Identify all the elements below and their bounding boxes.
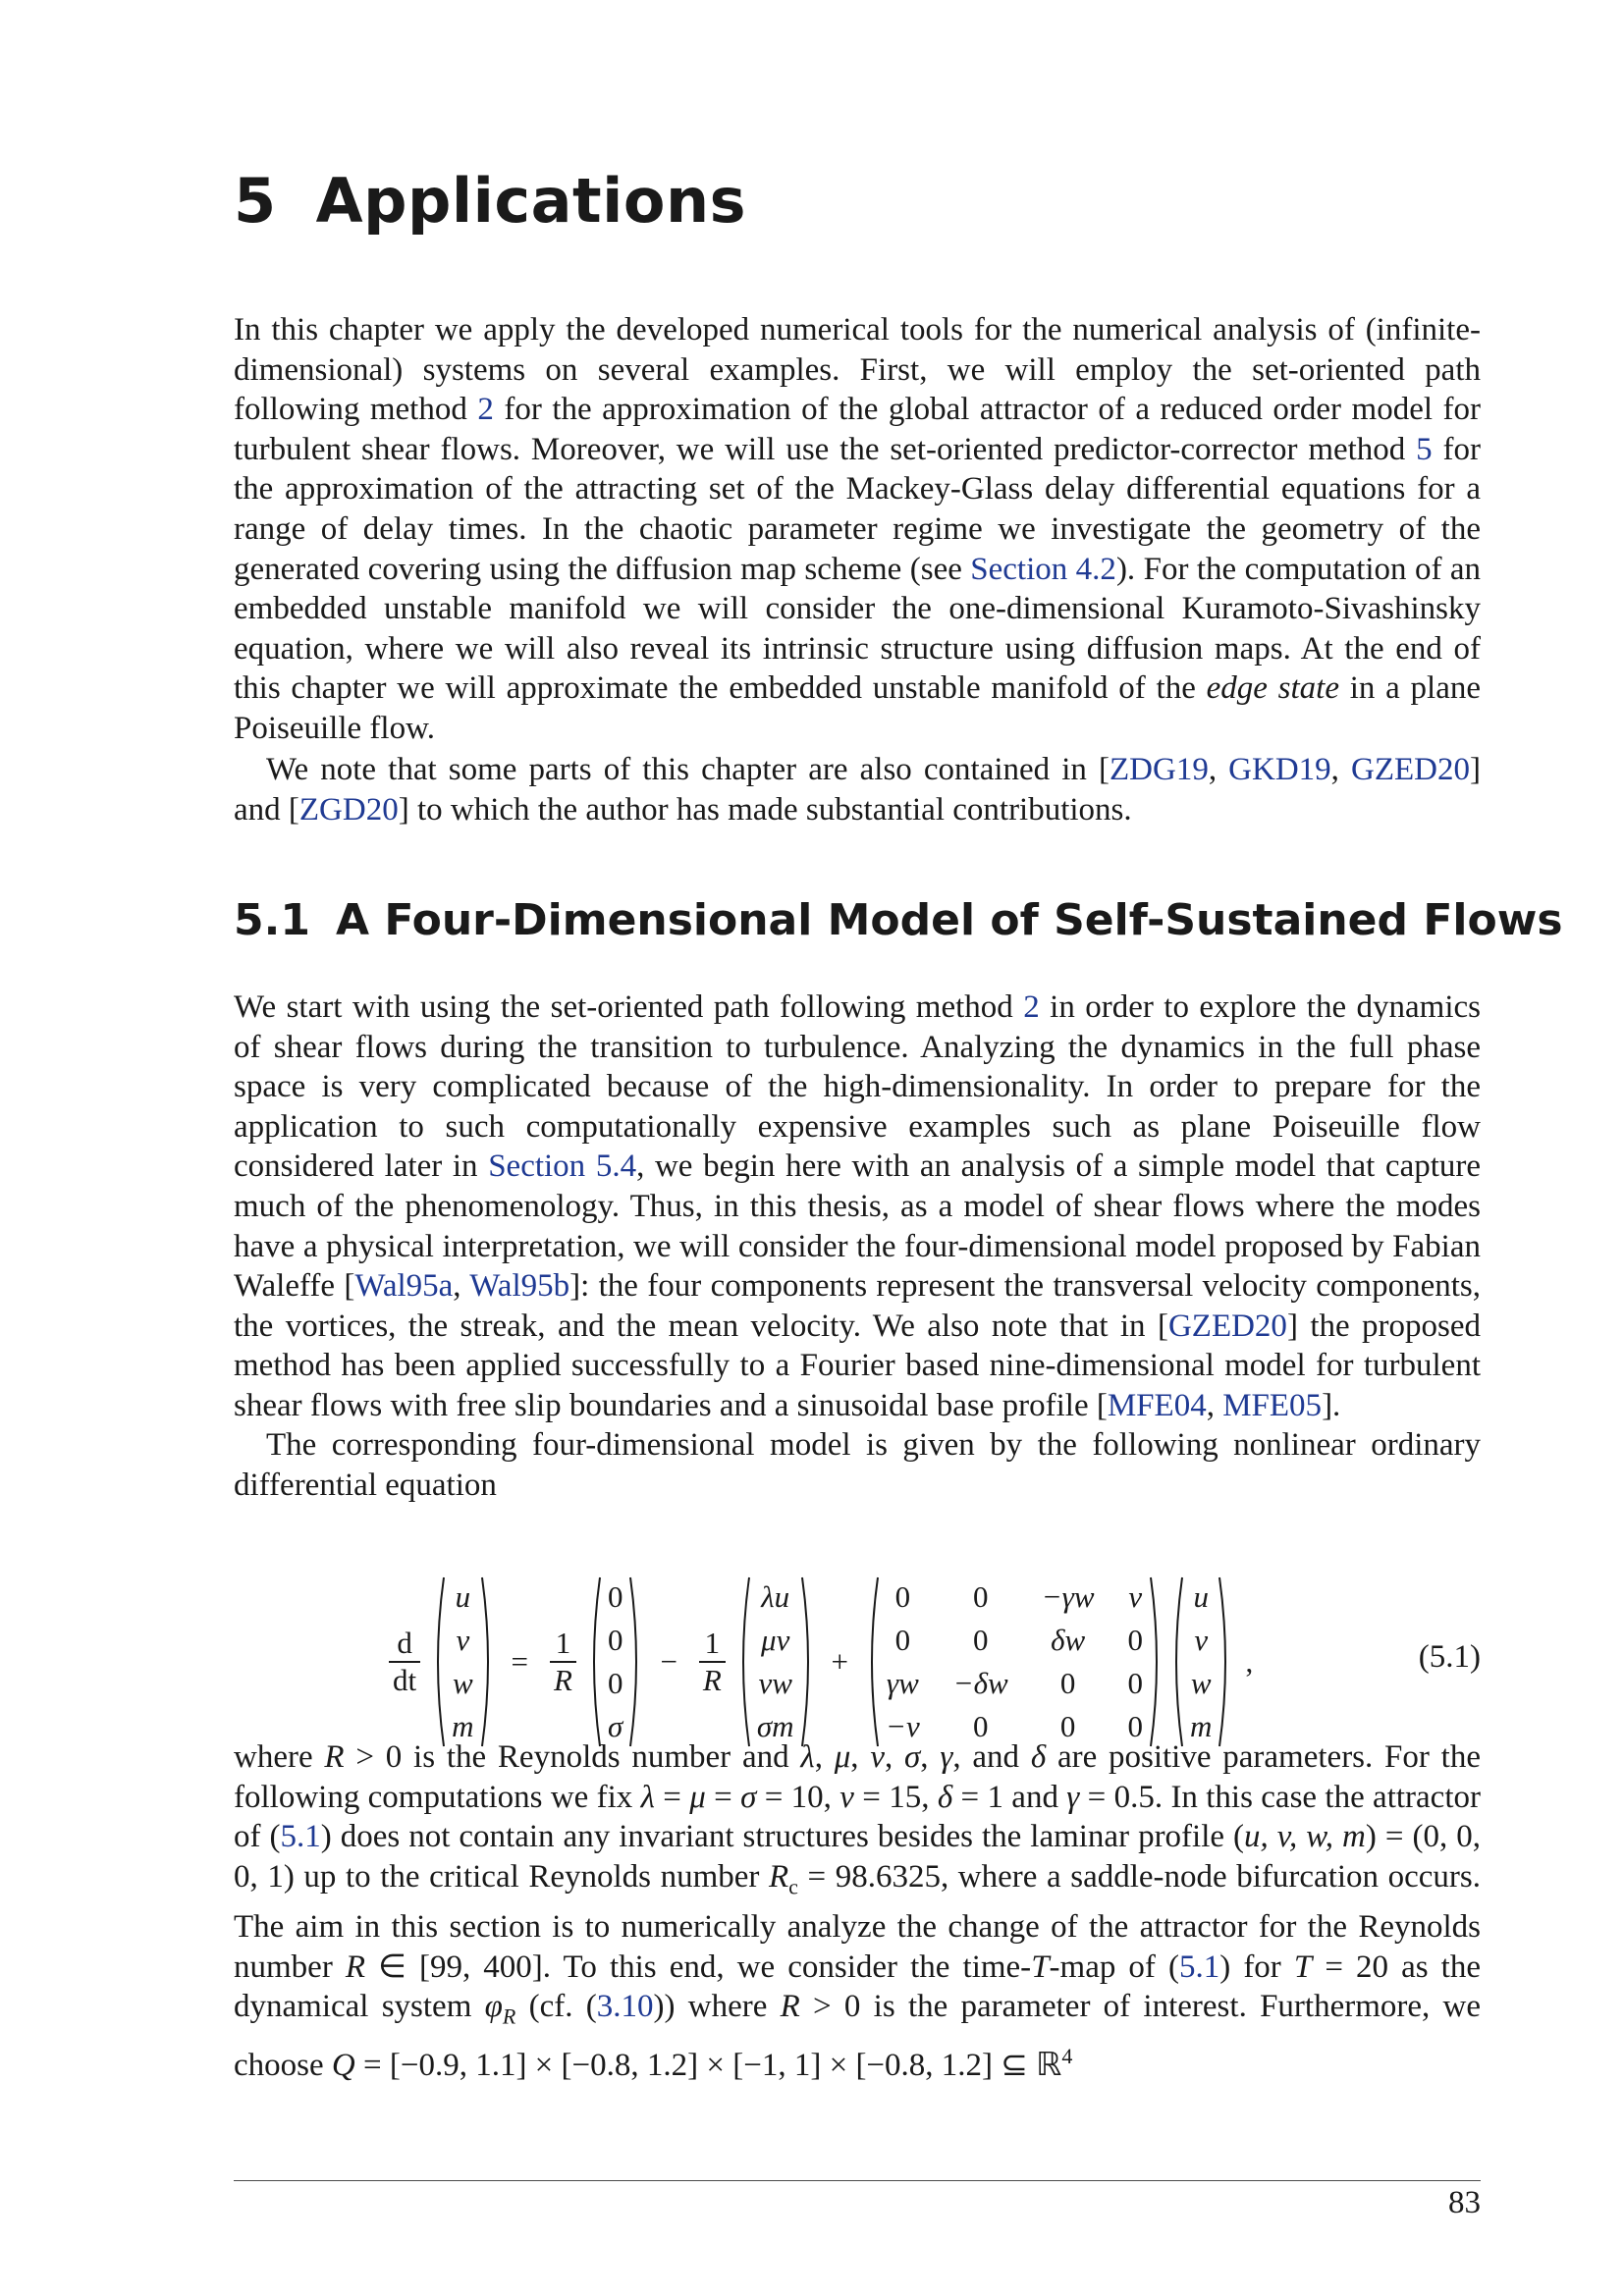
matrix-entry: m	[1190, 1708, 1213, 1743]
math-symbol: Q	[331, 2048, 355, 2084]
math-symbol: φ	[484, 1989, 503, 2025]
text-run: We note that some parts of this chapter are also contained in [	[266, 752, 1110, 787]
frac-numerator: 1	[555, 1625, 571, 1660]
chapter-title-text: Applications	[315, 165, 747, 237]
cross-reference-link[interactable]: ZGD20	[298, 791, 399, 828]
matrix-entry: μv	[761, 1622, 790, 1657]
text-run: -map of (	[1049, 1949, 1179, 1985]
text-run: ].	[1322, 1387, 1341, 1423]
matrix-entry: 0	[972, 1578, 989, 1614]
matrix-entry: 0	[972, 1708, 989, 1743]
section-title	[234, 895, 1563, 945]
text-run: = 10,	[756, 1779, 840, 1815]
forcing-vector	[588, 1575, 643, 1748]
matrix-entry: w	[452, 1665, 473, 1700]
damping-vector	[737, 1575, 814, 1748]
matrix-entry: σm	[756, 1708, 794, 1743]
matrix-entry: γw	[886, 1665, 919, 1700]
plus-sign: +	[831, 1643, 849, 1679]
text-run: =	[654, 1779, 690, 1815]
cross-reference-link[interactable]: GZED20	[1351, 752, 1470, 787]
text-run: for the approximation of the global attractor of a reduced order model for turbulent shear flows. Moreover, we will use the set-oriented predictor-corrector method	[234, 392, 1482, 467]
math-symbol: T	[1293, 1949, 1313, 1985]
matrix-entry: 0	[894, 1578, 911, 1614]
text-run: ,	[1330, 752, 1352, 787]
matrix-entries	[446, 1575, 479, 1748]
equation-comma: ,	[1245, 1643, 1254, 1679]
math-symbol: λ	[800, 1739, 815, 1775]
derivative-operator	[389, 1626, 420, 1698]
matrix-entry: w	[1190, 1665, 1212, 1700]
equals-sign: =	[511, 1643, 528, 1679]
frac-denominator: R	[554, 1662, 572, 1697]
matrix-entry: −v	[886, 1708, 920, 1743]
text-run: ,	[850, 1739, 871, 1775]
math-symbol: δ	[1030, 1739, 1047, 1775]
derivative-numerator: d	[397, 1625, 412, 1660]
matrix-entries	[602, 1575, 629, 1748]
cross-reference-link[interactable]: ZDG19	[1110, 752, 1209, 787]
matrix-entry: σ	[608, 1708, 623, 1743]
matrix-entry: 0	[1127, 1708, 1144, 1743]
cross-reference-link[interactable]: GKD19	[1228, 752, 1331, 787]
derivative-denominator: dt	[393, 1662, 417, 1697]
matrix-entry: 0	[607, 1665, 623, 1700]
matrix-entry: 0	[1059, 1708, 1076, 1743]
right-parenthesis	[800, 1575, 814, 1748]
math-symbol: μ	[834, 1739, 851, 1775]
matrix-entry: u	[455, 1578, 471, 1614]
matrix-entry: v	[1194, 1622, 1209, 1657]
matrix-entries	[751, 1575, 800, 1748]
text-run: in order to explore the dynamics of shear flows during the transition to turbulence. Analyzing the dynamics in the full phase space is very complicated because of the high-dimensionality. In order to prepare for the application to such computationally expensive examples such as plane Poiseuille flow considered later in	[234, 989, 1481, 1185]
text-run: where	[234, 1739, 325, 1775]
matrix-entry: 0	[1127, 1622, 1144, 1657]
left-parenthesis	[737, 1575, 751, 1748]
left-parenthesis	[1170, 1575, 1184, 1748]
equation-row	[381, 1571, 1253, 1752]
math-symbol: μ	[689, 1779, 706, 1815]
text-run: , we begin here with an analysis of a simple model that capture much of the phenomenology. Thus, in this thesis, as a model of shear flows where the modes have a physical interpretation, we will consider the four-dimensional model proposed by Fabian Waleffe [	[234, 1148, 1482, 1305]
body-paragraph-3	[234, 1737, 1481, 2086]
text-run: = 0.5. In this case the attractor of (	[234, 1779, 1481, 1855]
text-run: ∈ [99, 400]. To this end, we consider the time-	[365, 1949, 1032, 1985]
left-parenthesis	[588, 1575, 602, 1748]
text-run: ] the proposed method has been applied successfully to a Fourier based nine-dimensional model for turbulent shear flows with free slip boundaries and a sinusoidal base profile [	[234, 1308, 1481, 1423]
cross-reference-link[interactable]: 2	[477, 392, 494, 428]
chapter-title	[234, 165, 746, 237]
text-run: in a plane Poiseuille flow.	[234, 670, 1482, 746]
matrix-entry: 0	[894, 1622, 911, 1657]
section-title-text: A Four-Dimensional Model of Self-Sustained Flows	[335, 895, 1563, 945]
math-symbol: R	[345, 1949, 366, 1985]
cross-reference-link[interactable]: MFE04	[1107, 1387, 1207, 1423]
right-parenthesis	[480, 1575, 494, 1748]
intro-paragraph-2	[234, 750, 1481, 829]
matrix-entry: νw	[758, 1665, 792, 1700]
matrix-entry: 0	[972, 1622, 989, 1657]
matrix-entry: 0	[607, 1622, 623, 1657]
matrix-entry: −δw	[952, 1665, 1008, 1700]
left-parenthesis	[432, 1575, 446, 1748]
equation-5-1	[234, 1571, 1481, 1752]
chapter-number: 5	[234, 165, 277, 237]
state-vector-rhs	[1170, 1575, 1231, 1748]
cross-reference-link[interactable]: 5.1	[1179, 1949, 1220, 1985]
cross-reference-link[interactable]: 5.1	[280, 1819, 321, 1855]
text-run: are positive parameters. For the following computations we fix	[234, 1739, 1481, 1815]
right-parenthesis	[1218, 1575, 1231, 1748]
matrix-entry: 0	[1059, 1665, 1076, 1700]
text-run: ] and [	[234, 752, 1481, 828]
text-run: > 0 is the Reynolds number and	[344, 1739, 801, 1775]
math-symbol: σ	[904, 1739, 921, 1775]
matrix-entry: 0	[607, 1578, 623, 1614]
text-run: ] to which the author has made substantial contributions.	[398, 791, 1132, 828]
text-run: ,	[884, 1739, 905, 1775]
footer-rule	[234, 2180, 1481, 2181]
text-run: In this chapter we apply the developed numerical tools for the numerical analysis of (infinite-dimensional) systems on several examples. First, we will employ the set-oriented path following method	[234, 312, 1481, 428]
math-symbol: δ	[937, 1779, 953, 1815]
inverse-reynolds-2	[699, 1626, 726, 1698]
math-symbol: R	[324, 1739, 345, 1775]
matrix-entries	[1184, 1575, 1218, 1748]
text-run: edge state	[1206, 670, 1339, 707]
intro-paragraph-1	[234, 310, 1481, 749]
matrix-entry: −γw	[1041, 1578, 1095, 1614]
math-symbol: γ	[1066, 1779, 1080, 1815]
cross-reference-link[interactable]: Wal95a	[354, 1268, 454, 1305]
matrix-entry: m	[452, 1708, 474, 1743]
matrix-entry: u	[1193, 1578, 1209, 1614]
body-paragraph-2	[234, 1425, 1481, 1505]
math-symbol: R	[502, 2003, 516, 2029]
math-symbol: T	[1031, 1949, 1050, 1985]
matrix-entry: δw	[1051, 1622, 1086, 1657]
body-paragraph-1	[234, 988, 1481, 1426]
left-parenthesis	[866, 1575, 880, 1748]
coupling-matrix	[866, 1575, 1163, 1748]
text-run: = 15,	[853, 1779, 938, 1815]
text-run: for the approximation of the attracting set of the Mackey-Glass delay differential equations for a range of delay times. In the chaotic parameter regime we investigate the geometry of the generated covering using the diffusion map scheme (see	[234, 431, 1482, 587]
math-symbol: R	[780, 1989, 800, 2025]
matrix-entry: λu	[761, 1578, 790, 1614]
text-run: =	[705, 1779, 741, 1815]
matrix-entry: v	[1128, 1578, 1143, 1614]
text-run: c	[788, 1874, 798, 1899]
text-run: The corresponding four-dimensional model is given by the following nonlinear ordinary differential equation	[234, 1427, 1481, 1503]
cross-reference-link[interactable]: 5	[1416, 431, 1433, 467]
state-vector-lhs	[432, 1575, 493, 1748]
cross-reference-link[interactable]: Section 5.4	[488, 1148, 637, 1185]
cross-reference-link[interactable]: GZED20	[1167, 1308, 1287, 1344]
text-run: (cf. (	[515, 1989, 597, 2025]
text-run: ]: the four components represent the transversal velocity components, the vortices, the streak, and the mean velocity. We also note that in [	[234, 1268, 1481, 1344]
cross-reference-link[interactable]: 2	[1023, 989, 1040, 1025]
text-run: We start with using the set-oriented path following method	[234, 989, 1024, 1025]
math-symbol: γ	[940, 1739, 953, 1775]
math-symbol: R	[768, 1858, 789, 1895]
frac-numerator: 1	[704, 1625, 721, 1660]
text-run: ,	[1206, 1387, 1223, 1423]
text-run: 4	[1061, 2044, 1073, 2069]
text-run: ) = (0, 0, 0, 1) up to the critical Reynolds number	[234, 1819, 1481, 1895]
text-run: )) where	[653, 1989, 781, 2025]
math-symbol: λ	[640, 1779, 655, 1815]
cross-reference-link[interactable]: MFE05	[1222, 1387, 1323, 1423]
matrix-entry: v	[456, 1622, 470, 1657]
text-run: ) does not contain any invariant structures besides the laminar profile (	[320, 1819, 1245, 1855]
math-symbol: ν	[870, 1739, 885, 1775]
matrix-entries	[880, 1575, 1149, 1748]
cross-reference-link[interactable]: 3.10	[596, 1989, 654, 2025]
right-parenthesis	[628, 1575, 642, 1748]
matrix-entry: 0	[1127, 1665, 1144, 1700]
text-run: ,	[920, 1739, 941, 1775]
right-parenthesis	[1149, 1575, 1163, 1748]
section-number: 5.1	[234, 895, 310, 945]
text-run: ). For the computation of an embedded unstable manifold we will consider the one-dimensional Kuramoto-Sivashinsky equation, where we will also reveal its intrinsic structure using diffusion maps. At the end of this chapter we will approximate the embedded unstable manifold of the	[234, 551, 1481, 707]
minus-sign: −	[660, 1643, 677, 1679]
text-run: ,	[814, 1739, 835, 1775]
text-run: = 20 as the dynamical system	[234, 1949, 1481, 2025]
text-run: = [−0.9, 1.1] × [−0.8, 1.2] × [−1, 1] × [−0.8, 1.2] ⊆ ℝ	[354, 2048, 1062, 2084]
frac-denominator: R	[702, 1662, 722, 1697]
text-run: = 98.6325, where a saddle-node bifurcation occurs. The aim in this section is to numerically analyze the change of the attractor for the Reynolds number	[234, 1858, 1481, 1985]
text-run: , and	[952, 1739, 1031, 1775]
page-number: 83	[1448, 2185, 1481, 2220]
math-symbol: u, v, w, m	[1244, 1819, 1366, 1855]
cross-reference-link[interactable]: Section 4.2	[970, 551, 1116, 587]
text-run: ,	[1208, 752, 1229, 787]
text-run: ) for	[1219, 1949, 1294, 1985]
math-symbol: ν	[839, 1779, 854, 1815]
inverse-reynolds-1	[550, 1626, 576, 1698]
text-run: = 1 and	[952, 1779, 1067, 1815]
text-run: ,	[453, 1268, 470, 1305]
cross-reference-link[interactable]: Wal95b	[469, 1268, 570, 1305]
equation-number: (5.1)	[1418, 1639, 1481, 1675]
text-run: > 0 is the parameter of interest. Furthermore, we choose	[234, 1989, 1482, 2084]
math-symbol: σ	[740, 1779, 757, 1815]
